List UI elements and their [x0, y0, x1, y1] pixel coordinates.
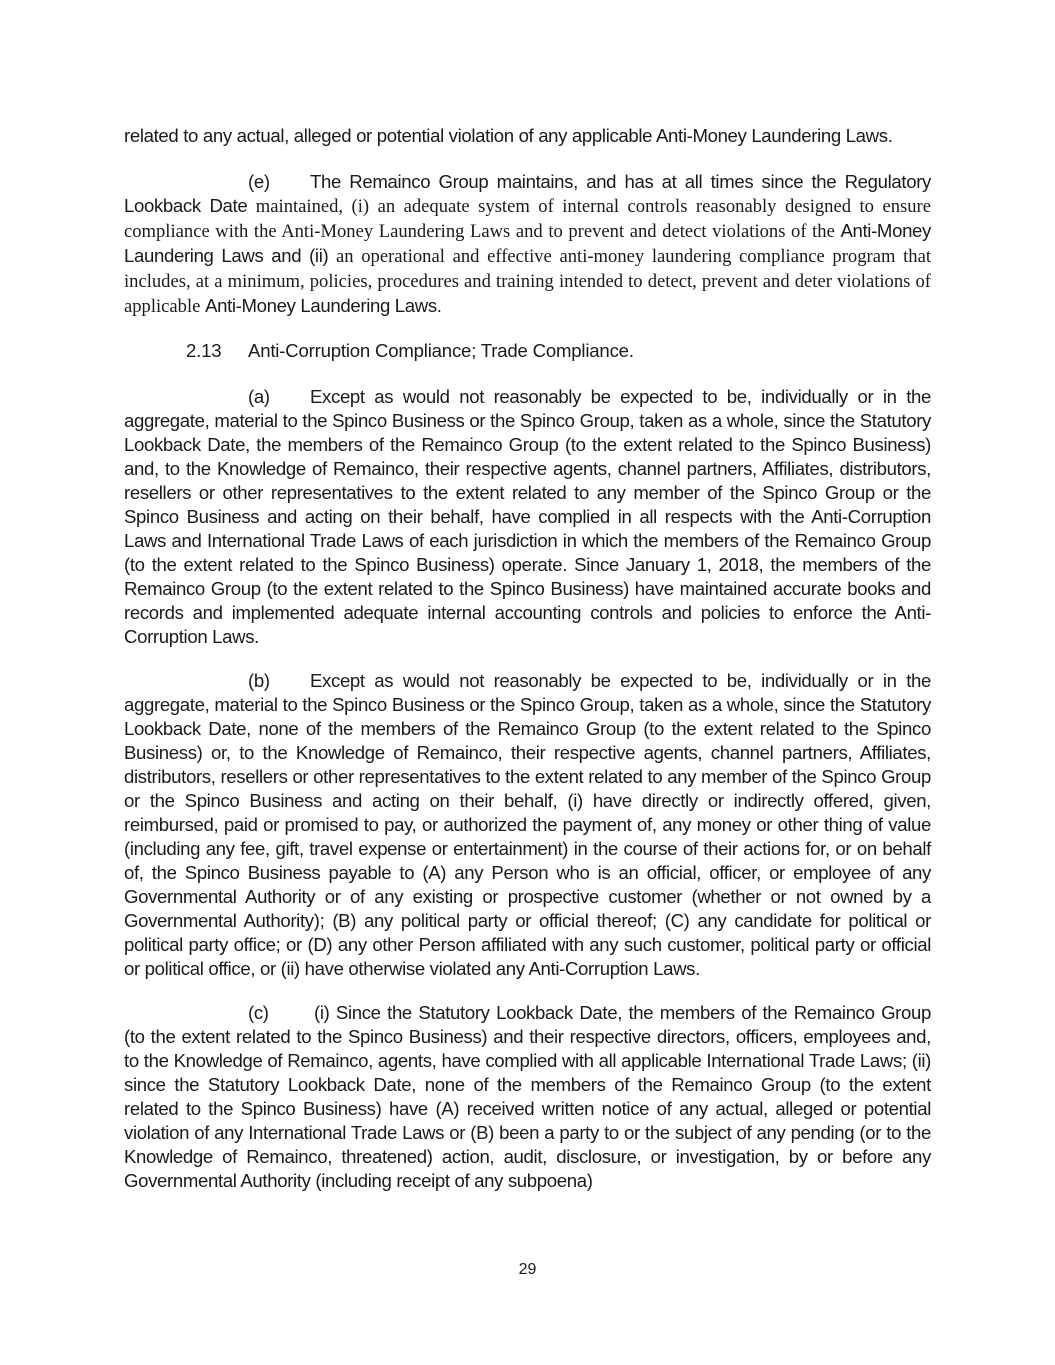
- paragraph-e: [124, 170, 931, 319]
- paragraph-b-marker: (b): [248, 670, 270, 691]
- section-number: 2.13: [186, 340, 222, 361]
- paragraph-b: [124, 669, 931, 981]
- paragraph-e-text-5: Anti-Money Laundering Laws.: [205, 295, 442, 316]
- paragraph-e-text-3: Anti-Money Laundering Laws and (ii): [124, 220, 931, 266]
- section-title: Anti-Corruption Compliance; Trade Compliance.: [248, 340, 634, 361]
- paragraph-c-text: (i) Since the Statutory Lookback Date, the members of the Remainco Group (to the extent related to the Spinco Business) and their respective directors, officers, employees and, to the Knowledge of Remainco, agents, have complied with all applicable International Trade Laws; (ii) since the Statutory Lookback Date, none of the members of the Remainco Group (to the extent related to the Spinco Business) have (A) received written notice of any actual, alleged or potential violation of any International Trade Laws or (B) been a party to or the subject of any pending (or to the Knowledge of Remainco, threatened) action, audit, disclosure, or investigation, by or before any Governmental Authority (including receipt of any subpoena): [124, 1002, 931, 1191]
- paragraph-e-text-2: maintained, (i) an adequate system of internal controls reasonably designed to ensure compliance with the Anti-Money Laundering Laws and to prevent and detect violations of the: [124, 196, 931, 242]
- paragraph-a-text: Except as would not reasonably be expected to be, individually or in the aggregate, material to the Spinco Business or the Spinco Group, taken as a whole, since the Statutory Lookback Date, the members of the Remainco Group (to the extent related to the Spinco Business) and, to the Knowledge of Remainco, their respective agents, channel partners, Affiliates, distributors, resellers or other representatives to the extent related to any member of the Spinco Group or the Spinco Business and acting on their behalf, have complied in all respects with the Anti-Corruption Laws and International Trade Laws of each jurisdiction in which the members of the Remainco Group (to the extent related to the Spinco Business) operate. Since January 1, 2018, the members of the Remainco Group (to the extent related to the Spinco Business) have maintained accurate books and records and implemented adequate internal accounting controls and policies to enforce the Anti-Corruption Laws.: [124, 386, 931, 647]
- paragraph-a: [124, 385, 931, 649]
- page-number: 29: [518, 1261, 537, 1278]
- paragraph-e-text-1: The Remainco Group maintains, and has at all times since the Regulatory Lookback Date: [124, 171, 931, 216]
- paragraph-b-text: Except as would not reasonably be expected to be, individually or in the aggregate, material to the Spinco Business or the Spinco Group, taken as a whole, since the Statutory Lookback Date, none of the members of the Remainco Group (to the extent related to the Spinco Business) or, to the Knowledge of Remainco, their respective agents, channel partners, Affiliates, distributors, resellers or other representatives to the extent related to any member of the Spinco Group or the Spinco Business and acting on their behalf, (i) have directly or indirectly offered, given, reimbursed, paid or promised to pay, or authorized the payment of, any money or other thing of value (including any fee, gift, travel expense or entertainment) in the course of their actions for, or on behalf of, the Spinco Business payable to (A) any Person who is an official, officer, or employee of any Governmental Authority or of any existing or prospective customer (whether or not owned by a Governmental Authority); (B) any political party or official thereof; (C) any candidate for political or political party office; or (D) any other Person affiliated with any such customer, political party or official or political office, or (ii) have otherwise violated any Anti-Corruption Laws.: [124, 670, 931, 979]
- paragraph-e-marker: (e): [248, 171, 270, 192]
- document-body: [124, 124, 931, 1213]
- paragraph-e-text-4: an operational and effective anti-money laundering compliance program that includes, at a minimum, policies, procedures and training intended to detect, prevent and deter violations of applicable: [124, 246, 931, 317]
- paragraph-a-marker: (a): [248, 386, 270, 407]
- section-heading: [124, 339, 931, 363]
- paragraph-c-marker: (c): [248, 1002, 269, 1023]
- continuation-paragraph: related to any actual, alleged or potential violation of any applicable Anti-Money Laundering Laws.: [124, 125, 893, 146]
- paragraph-c: [124, 1001, 931, 1193]
